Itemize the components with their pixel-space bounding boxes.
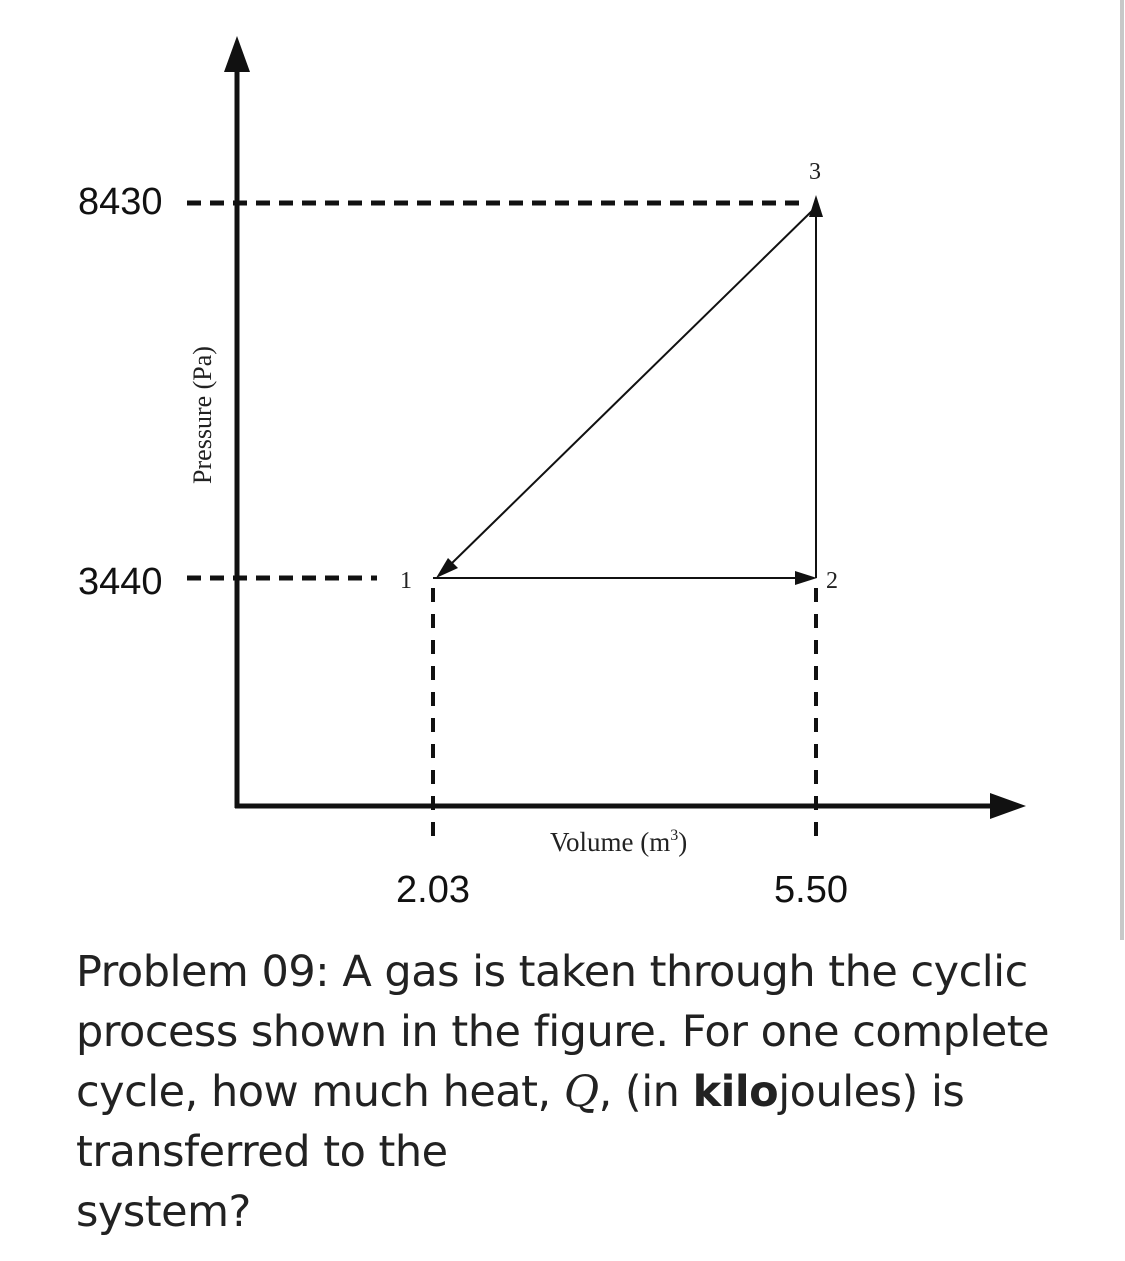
point-label-3: 3: [809, 159, 821, 185]
volume-axis-label: [550, 827, 687, 857]
pressure-tick-low: 3440: [78, 561, 163, 603]
problem-line-3-middle: , (in: [598, 1067, 693, 1117]
point-label-1: 1: [400, 568, 412, 594]
volume-axis-label-text: Volume (m: [550, 827, 671, 857]
problem-line-2: process shown in the figure. For one complete: [76, 1007, 1050, 1057]
problem-line-1: Problem 09: A gas is taken through the cyclic: [76, 947, 1028, 997]
problem-line-4: transferred to the: [76, 1127, 448, 1177]
kilo-emphasis: kilo: [692, 1067, 779, 1117]
arrowhead-at-2: [795, 571, 817, 585]
volume-axis-arrowhead: [990, 793, 1026, 819]
problem-line-3: [76, 1062, 1066, 1122]
problem-line-3-end: joules) is: [778, 1067, 965, 1117]
point-label-2: 2: [826, 568, 838, 594]
problem-line-5: system?: [76, 1187, 251, 1237]
process-3-to-1: [450, 207, 816, 565]
heat-variable: Q: [563, 1067, 599, 1117]
problem-statement: [76, 942, 1066, 1242]
pressure-axis-arrowhead: [224, 36, 250, 72]
pressure-axis-label: Pressure (Pa): [188, 346, 217, 484]
volume-tick-low: 2.03: [396, 869, 470, 911]
problem-line-3-start: cycle, how much heat,: [76, 1067, 564, 1117]
arrowhead-at-3: [809, 195, 823, 217]
volume-axis-label-superscript: 3: [670, 827, 679, 844]
volume-tick-high: 5.50: [774, 869, 848, 911]
pressure-tick-high: 8430: [78, 181, 163, 223]
volume-axis-label-close: ): [678, 827, 688, 857]
